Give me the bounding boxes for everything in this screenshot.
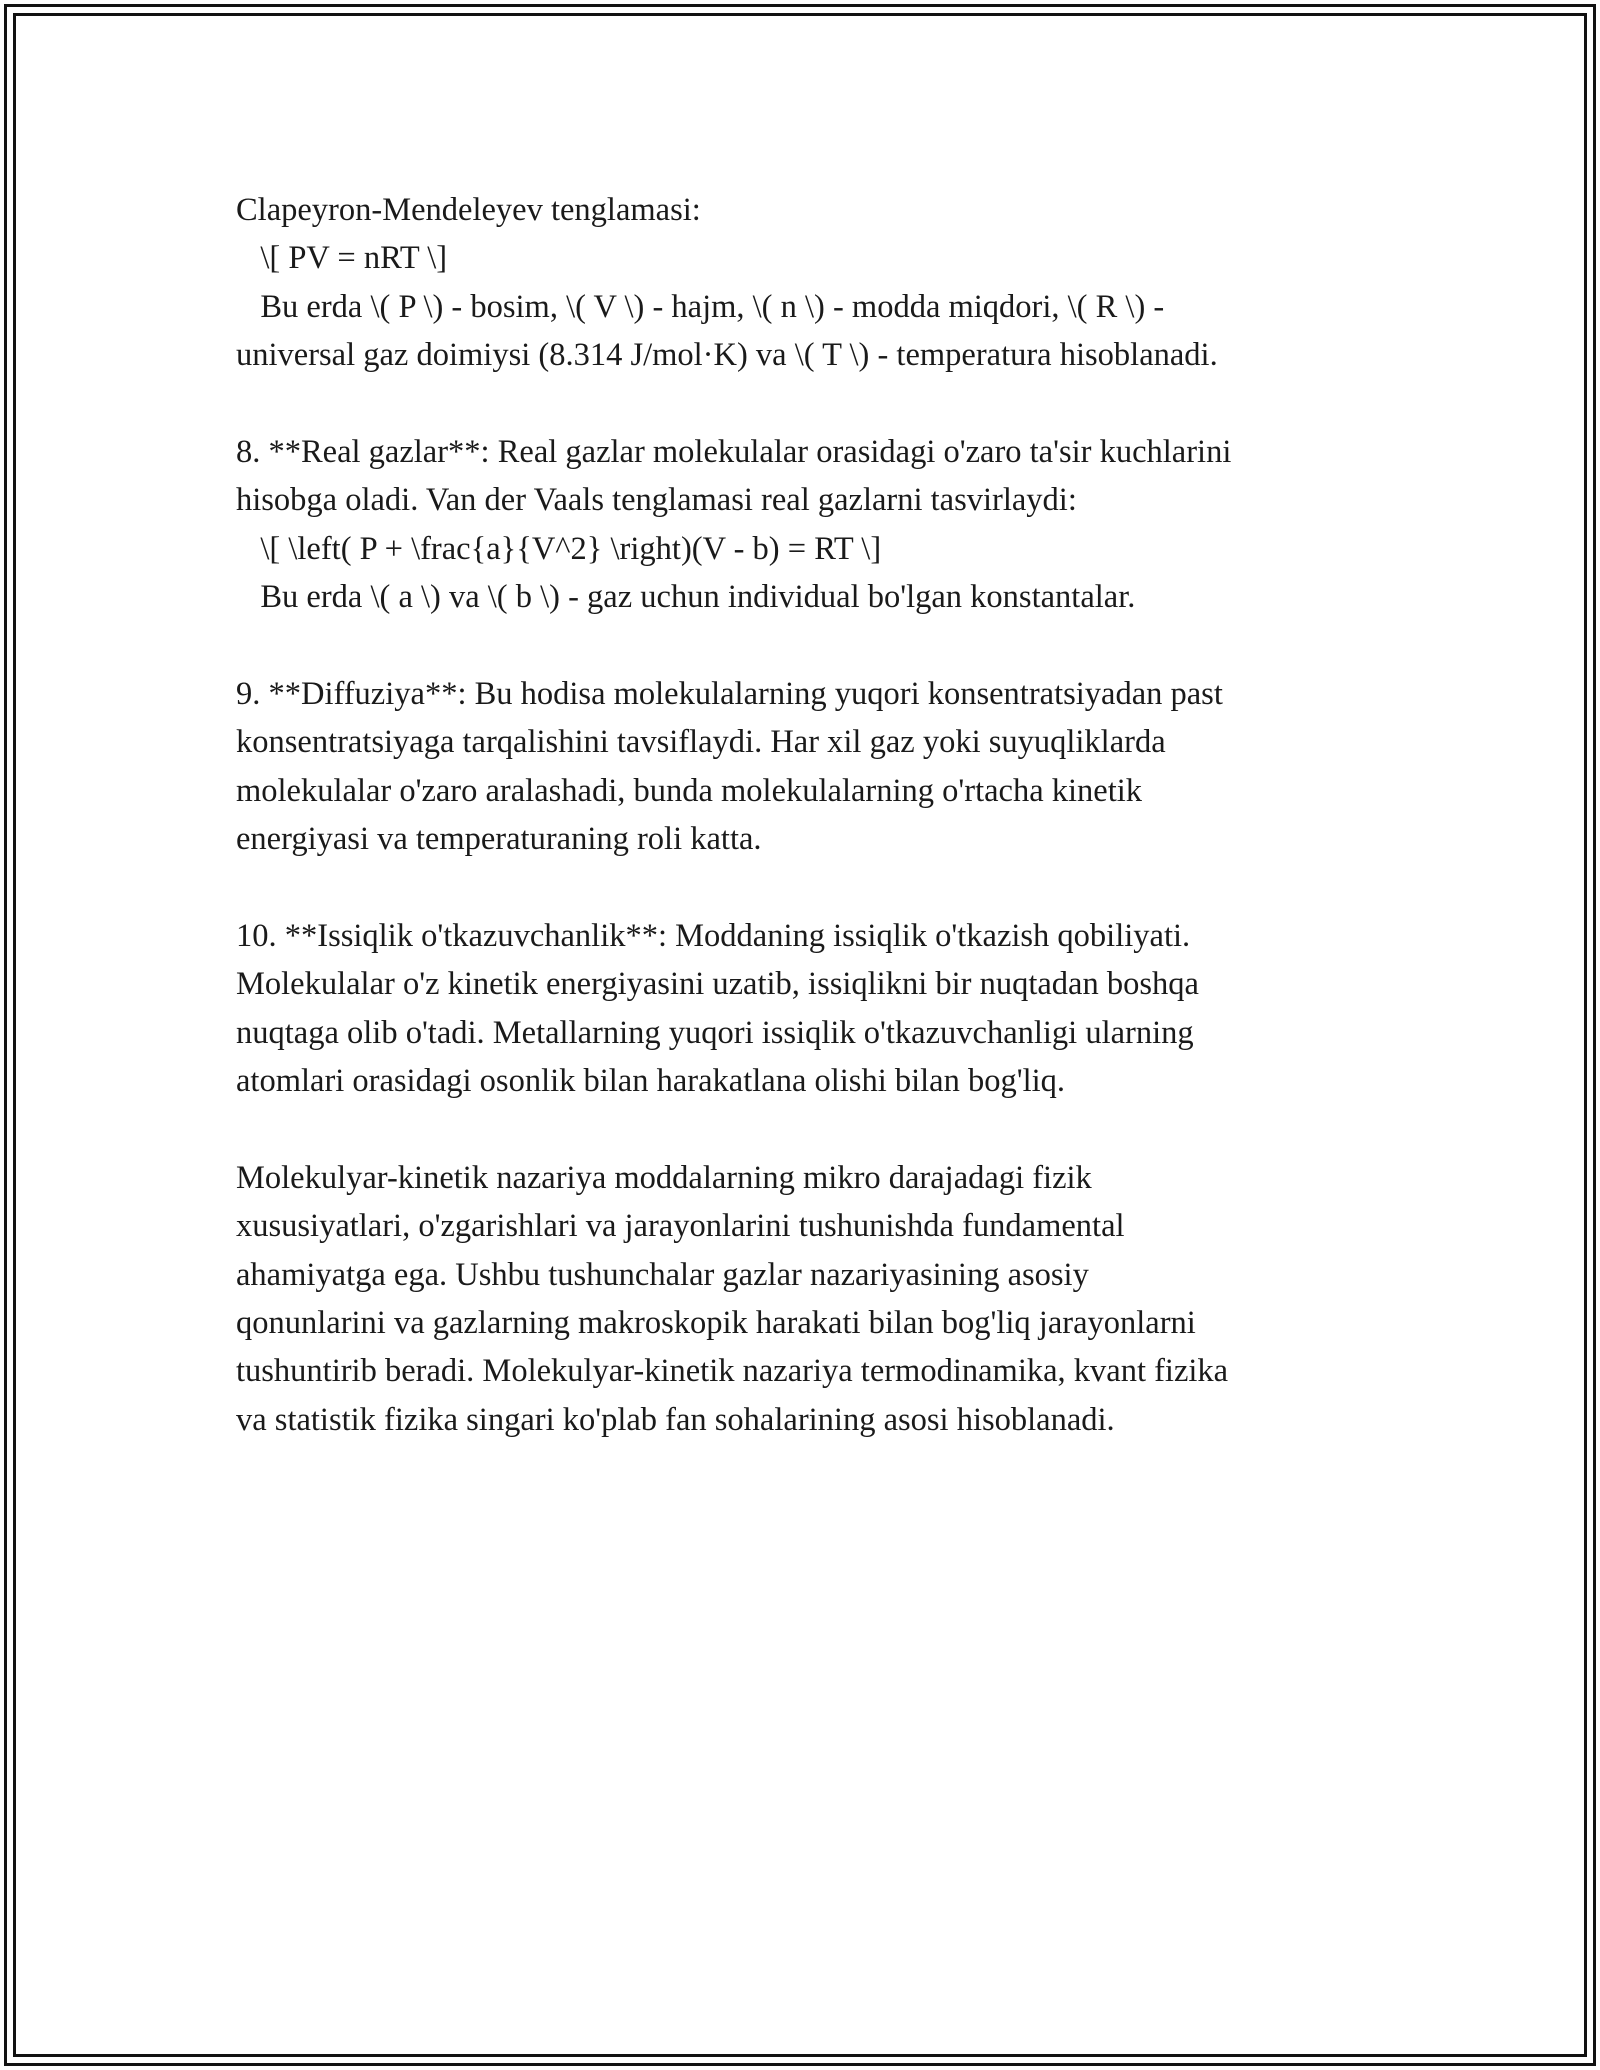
text-line: hisobga oladi. Van der Vaals tenglamasi real gazlarni tasvirlaydi:: [236, 482, 1077, 519]
text-line: Molekulyar-kinetik nazariya moddalarning mikro darajadagi fizik: [236, 1159, 1092, 1196]
text-line: Bu erda \( P \) - bosim, \( V \) - hajm, \( n \) - modda miqdori, \( R \) -: [236, 288, 1165, 325]
document-body: [236, 186, 1386, 1444]
formula-line: \[ PV = nRT \]: [236, 240, 448, 277]
text-line: Bu erda \( a \) va \( b \) - gaz uchun individual bo'lgan konstantalar.: [236, 579, 1136, 616]
text-line: Clapeyron-Mendeleyev tenglamasi:: [236, 192, 701, 228]
text-line: konsentratsiyaga tarqalishini tavsiflaydi. Har xil gaz yoki suyuqliklarda: [236, 724, 1166, 761]
text-line: molekulalar o'zaro aralashadi, bunda molekulalarning o'rtacha kinetik: [236, 772, 1143, 809]
text-line: universal gaz doimiysi (8.314 J/mol·K) va \( T \) - temperatura hisoblanadi.: [236, 337, 1218, 374]
text-line: nuqtaga olib o'tadi. Metallarning yuqori issiqlik o'tkazuvchanligi ularning: [236, 1014, 1194, 1051]
text-line: xususiyatlari, o'zgarishlari va jarayonlarini tushunishda fundamental: [236, 1208, 1125, 1245]
text-line: 8. **Real gazlar**: Real gazlar molekulalar orasidagi o'zaro ta'sir kuchlarini: [236, 433, 1232, 470]
paragraph-gap: [236, 622, 1386, 670]
paragraph-gap: [236, 1105, 1386, 1153]
text-line: qonunlarini va gazlarning makroskopik harakati bilan bog'liq jarayonlarni: [236, 1304, 1196, 1341]
text-line: ahamiyatga ega. Ushbu tushunchalar gazlar nazariyasining asosiy: [236, 1256, 1089, 1293]
text-line: tushuntirib beradi. Molekulyar-kinetik nazariya termodinamika, kvant fizika: [236, 1353, 1229, 1390]
text-line: 10. **Issiqlik o'tkazuvchanlik**: Moddaning issiqlik o'tkazish qobiliyati.: [236, 917, 1191, 954]
text-line: atomlari orasidagi osonlik bilan harakatlana olishi bilan bog'liq.: [236, 1063, 1066, 1100]
text-line: 9. **Diffuziya**: Bu hodisa molekulalarning yuqori konsentratsiyadan past: [236, 675, 1223, 712]
text-line: energiyasi va temperaturaning roli katta.: [236, 821, 762, 858]
text-line: va statistik fizika singari ko'plab fan sohalarining asosi hisoblanadi.: [236, 1401, 1115, 1438]
formula-line: \[ \left( P + \frac{a}{V^2} \right)(V - b) = RT \]: [236, 530, 882, 567]
paragraph-gap: [236, 380, 1386, 428]
text-line: Molekulalar o'z kinetik energiyasini uzatib, issiqlikni bir nuqtadan boshqa: [236, 966, 1199, 1003]
paragraph-gap: [236, 863, 1386, 911]
